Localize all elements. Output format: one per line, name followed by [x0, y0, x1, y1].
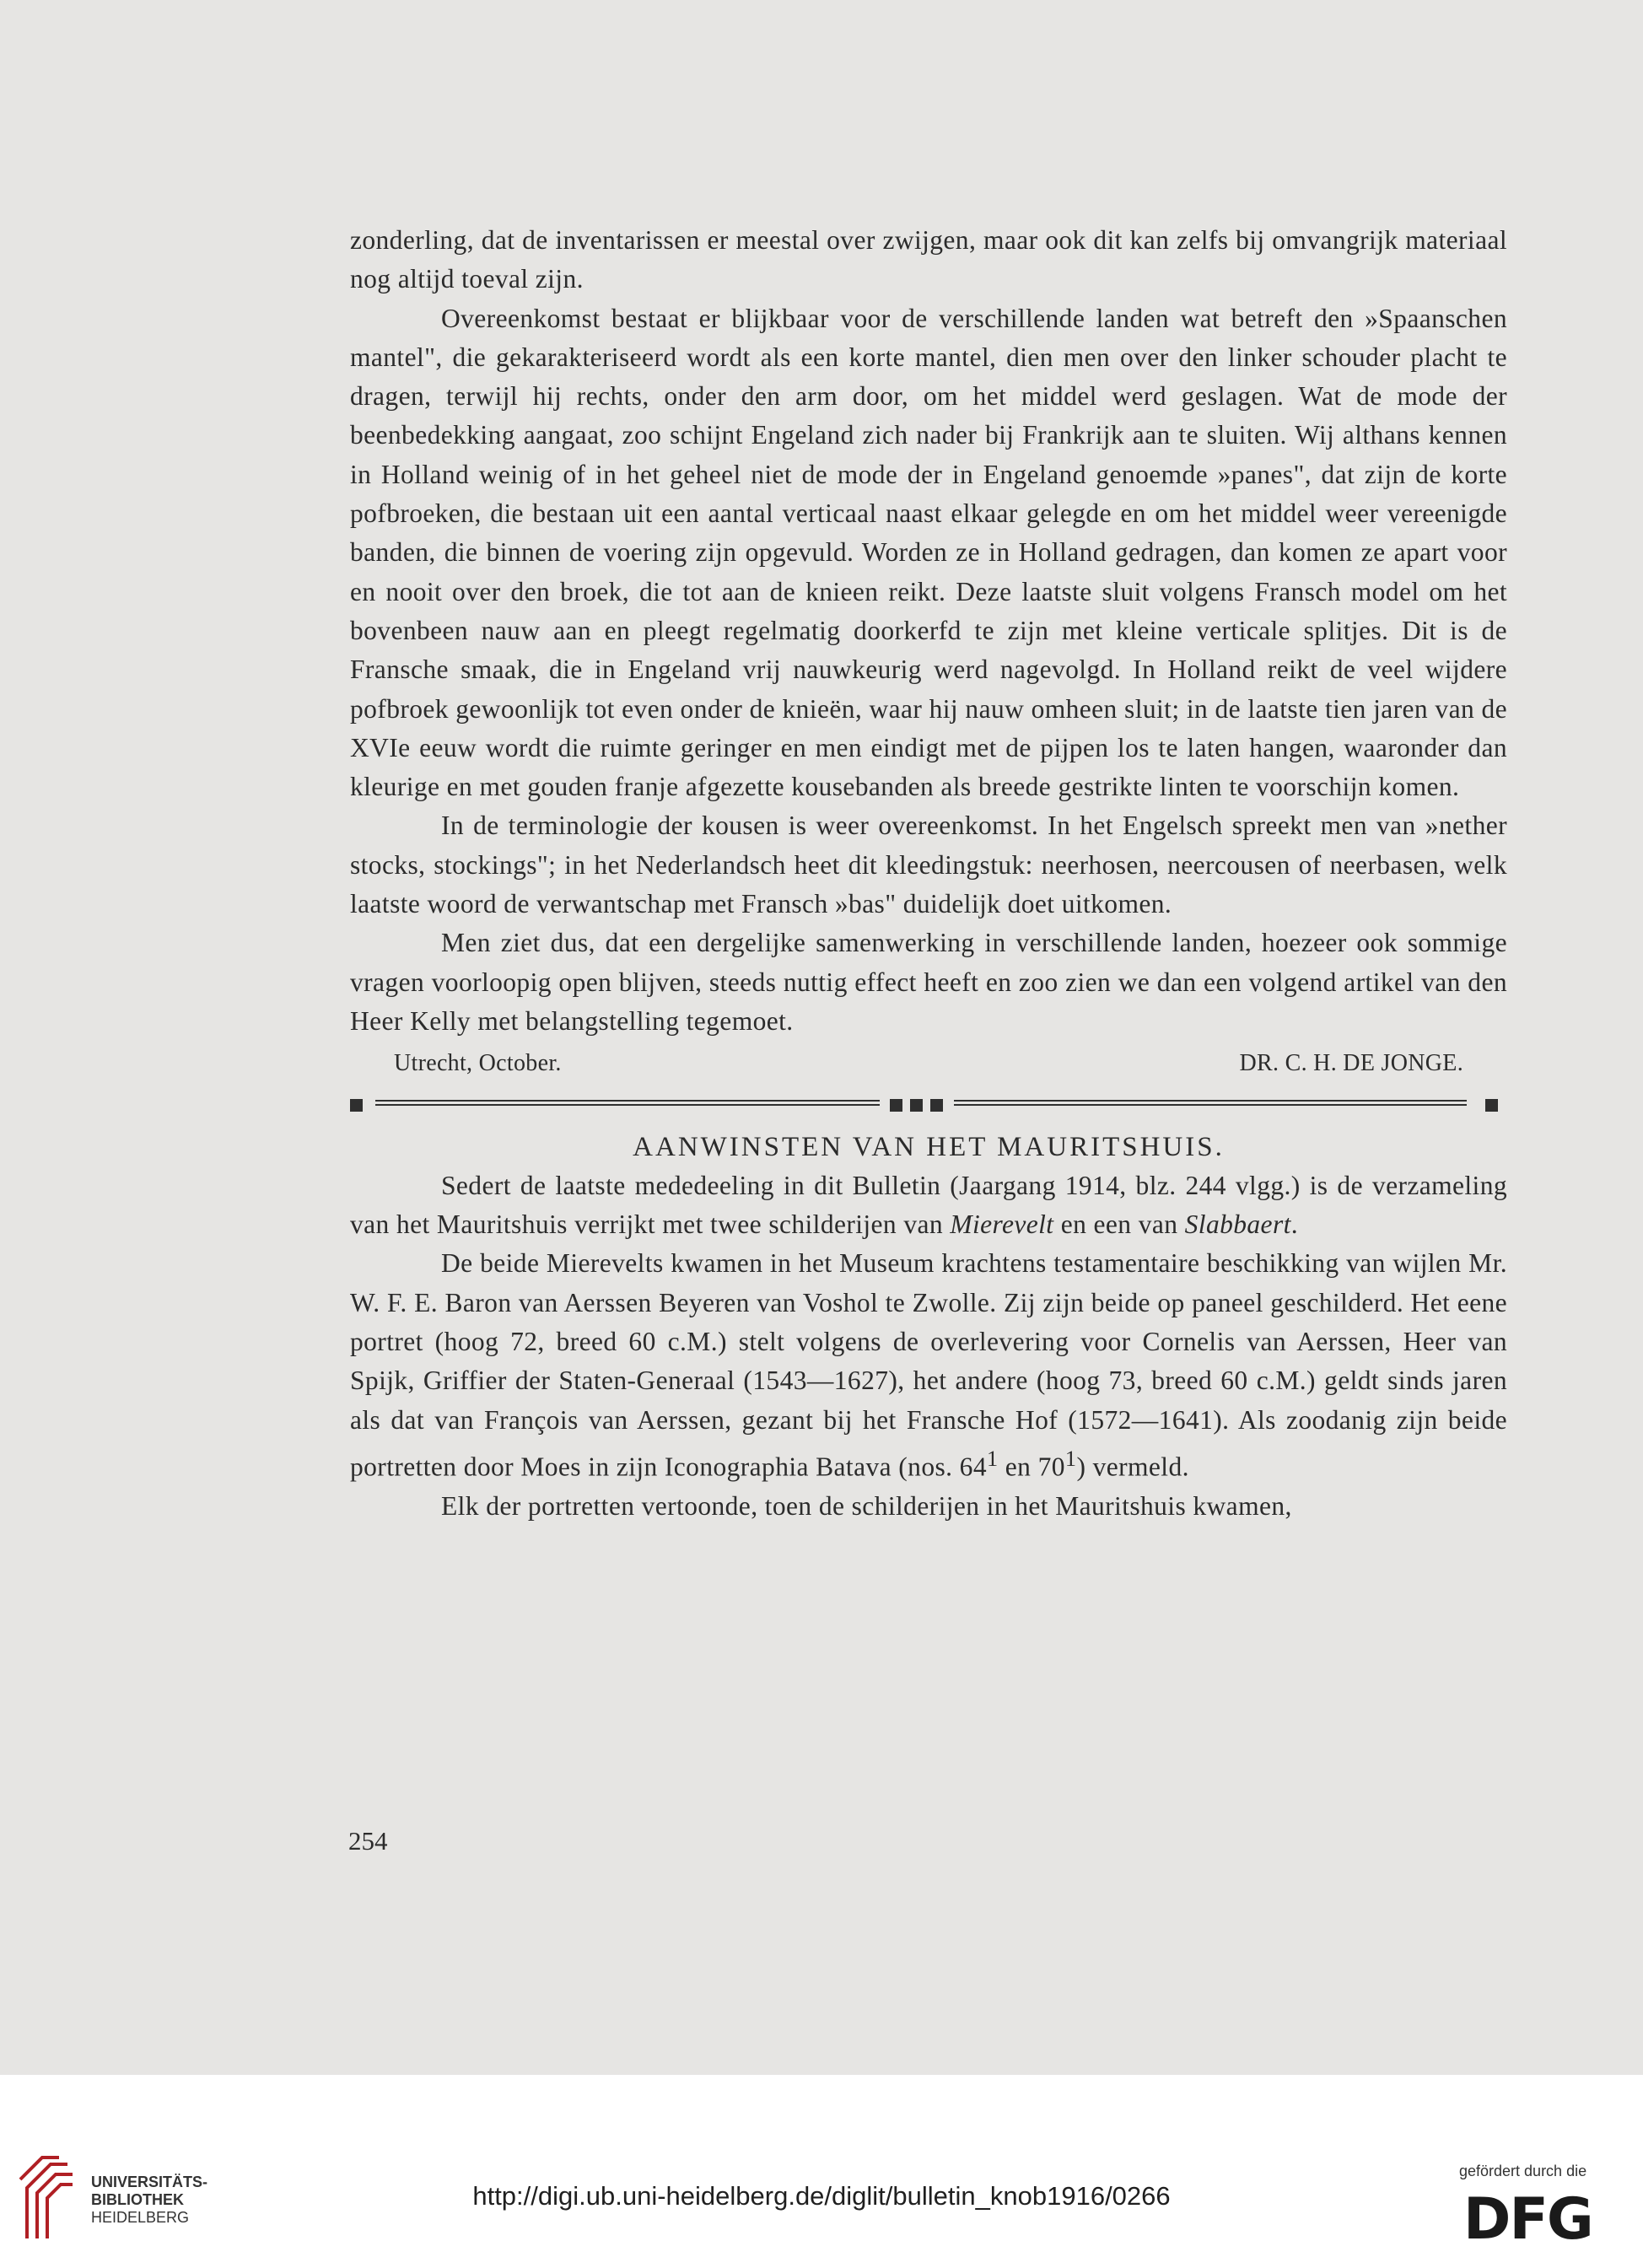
divider-square-icon	[890, 1099, 902, 1112]
superscript-1: 1	[986, 1446, 999, 1471]
section-divider-ornament	[350, 1092, 1507, 1119]
digitization-footer	[0, 2075, 1643, 2268]
section-title: AANWINSTEN VAN HET MAURITSHUIS.	[633, 1131, 1225, 1162]
painter-name-slabbaert: Slabbaert	[1184, 1209, 1291, 1240]
paragraph-3: In de terminologie der kousen is weer overeenkomst. In het Engelsch spreekt men van »nether stocks, stockings"; in het Nederlandsch heet dit kleedingstuk: neerhosen, neercousen of neerbasen, welk laatste woord de verwantschap met Fransch »bas" duidelijk doet uitkomen.	[350, 811, 1507, 919]
body-text-column	[350, 221, 1507, 1526]
paragraph-2: Overeenkomst bestaat er blijkbaar voor de verschillende landen wat betreft den »Spaanschen mantel", die gekarakteriseerd wordt als een korte mantel, dien men over den linker schouder placht te dragen, terwijl hij rechts, onder den arm door, om het middel werd geslagen. Wat de mode der beenbedekking aangaat, zoo schijnt Engeland zich nader bij Frankrijk aan te sluiten. Wij althans kennen in Holland weinig of in het geheel niet de mode der in Engeland genoemde »panes", dat zijn de korte pofbroeken, die bestaan uit een aantal verticaal naast elkaar gelegde en om het middel weer vereenigde banden, die binnen de voering zijn opgevuld. Worden ze in Holland gedragen, dan komen ze apart voor en nooit over den broek, die tot aan de knieen reikt. Deze laatste sluit volgens Fransch model om het bovenbeen nauw aan en pleegt regelmatig doorkerfd te zijn met kleine verticale splitjes. Dit is de Fransche smaak, die in Engeland vrij nauwkeurig werd nagevolgd. In Holland reikt de veel wijdere pofbroek gewoonlijk tot even onder de knieën, waar hij nauw omheen sluit; in de laatste tien jaren van de XVIe eeuw wordt die ruimte geringer en men eindigt met de pijpen los te laten hangen, waaronder dan kleurige en met gouden franje afgezette kousebanden als breede gestrikte linten te voorschijn komen.	[350, 303, 1507, 802]
signature-author	[1240, 1044, 1464, 1083]
signature-name: C. H. DE JONGE.	[1285, 1050, 1463, 1077]
signature-title: DR.	[1239, 1050, 1279, 1077]
paragraph-5: Sedert de laatste mededeeling in dit Bulletin (Jaargang 1914, blz. 244 vlgg.) is de verzameling van het Mauritshuis verrijkt met twee schilderijen van Mierevelt en een van Slabbaert.	[350, 1170, 1507, 1240]
paragraph-6: De beide Mierevelts kwamen in het Museum krachtens testamentaire beschikking van wijlen Mr. W. F. E. Baron van Aerssen Beyeren van Voshol te Zwolle. Zij zijn beide op paneel geschilderd. Het eene portret (hoog 72, breed 60 c.M.) stelt volgens de overlevering voor Cornelis van Aerssen, Heer van Spijk, Griffier der Staten-Generaal (1543—1627), het andere (hoog 73, breed 60 c.M.) geldt sinds jaren als dat van François van Aerssen, gezant bij het Fransche Hof (1572—1641). Als zoodanig zijn beide portretten door Moes in zijn Iconographia Batava (nos. $64^1$ en $70^1$) vermeld.	[350, 1248, 1507, 1482]
divider-square-icon	[350, 1099, 363, 1112]
painter-name-mierevelt: Mierevelt	[950, 1209, 1054, 1240]
paragraph-4: Men ziet dus, dat een dergelijke samenwerking in verschillende landen, hoezeer ook sommige vragen voorloopig open blijven, steeds nuttig effect heeft en zoo zien we dan een volgend artikel van den Heer Kelly met belangstelling tegemoet.	[350, 928, 1507, 1036]
superscript-2: 1	[1064, 1446, 1077, 1471]
sponsor-caption: gefördert durch die	[1459, 2163, 1587, 2179]
divider-double-rule	[954, 1100, 1467, 1106]
page-number: 254	[348, 1826, 388, 1856]
library-name: UNIVERSITÄTS- BIBLIOTHEK HEIDELBERG	[91, 2174, 208, 2226]
dfg-logo-icon: DFG	[1463, 2186, 1592, 2253]
divider-square-icon	[930, 1099, 943, 1112]
divider-double-rule	[375, 1100, 880, 1106]
permalink-url[interactable]: http://digi.ub.uni-heidelberg.de/diglit/bulletin_knob1916/0266	[472, 2181, 1171, 2211]
paragraph-1: zonderling, dat de inventarissen er meestal over zwijgen, maar ook dit kan zelfs bij omvangrijk materiaal nog altijd toeval zijn.	[350, 225, 1507, 294]
signature-line	[350, 1044, 1507, 1083]
divider-square-icon	[1485, 1099, 1498, 1112]
divider-square-icon	[910, 1099, 923, 1112]
paragraph-7: Elk der portretten vertoonde, toen de schilderijen in het Mauritshuis kwamen,	[441, 1490, 1292, 1521]
signature-place: Utrecht, October.	[394, 1050, 562, 1077]
